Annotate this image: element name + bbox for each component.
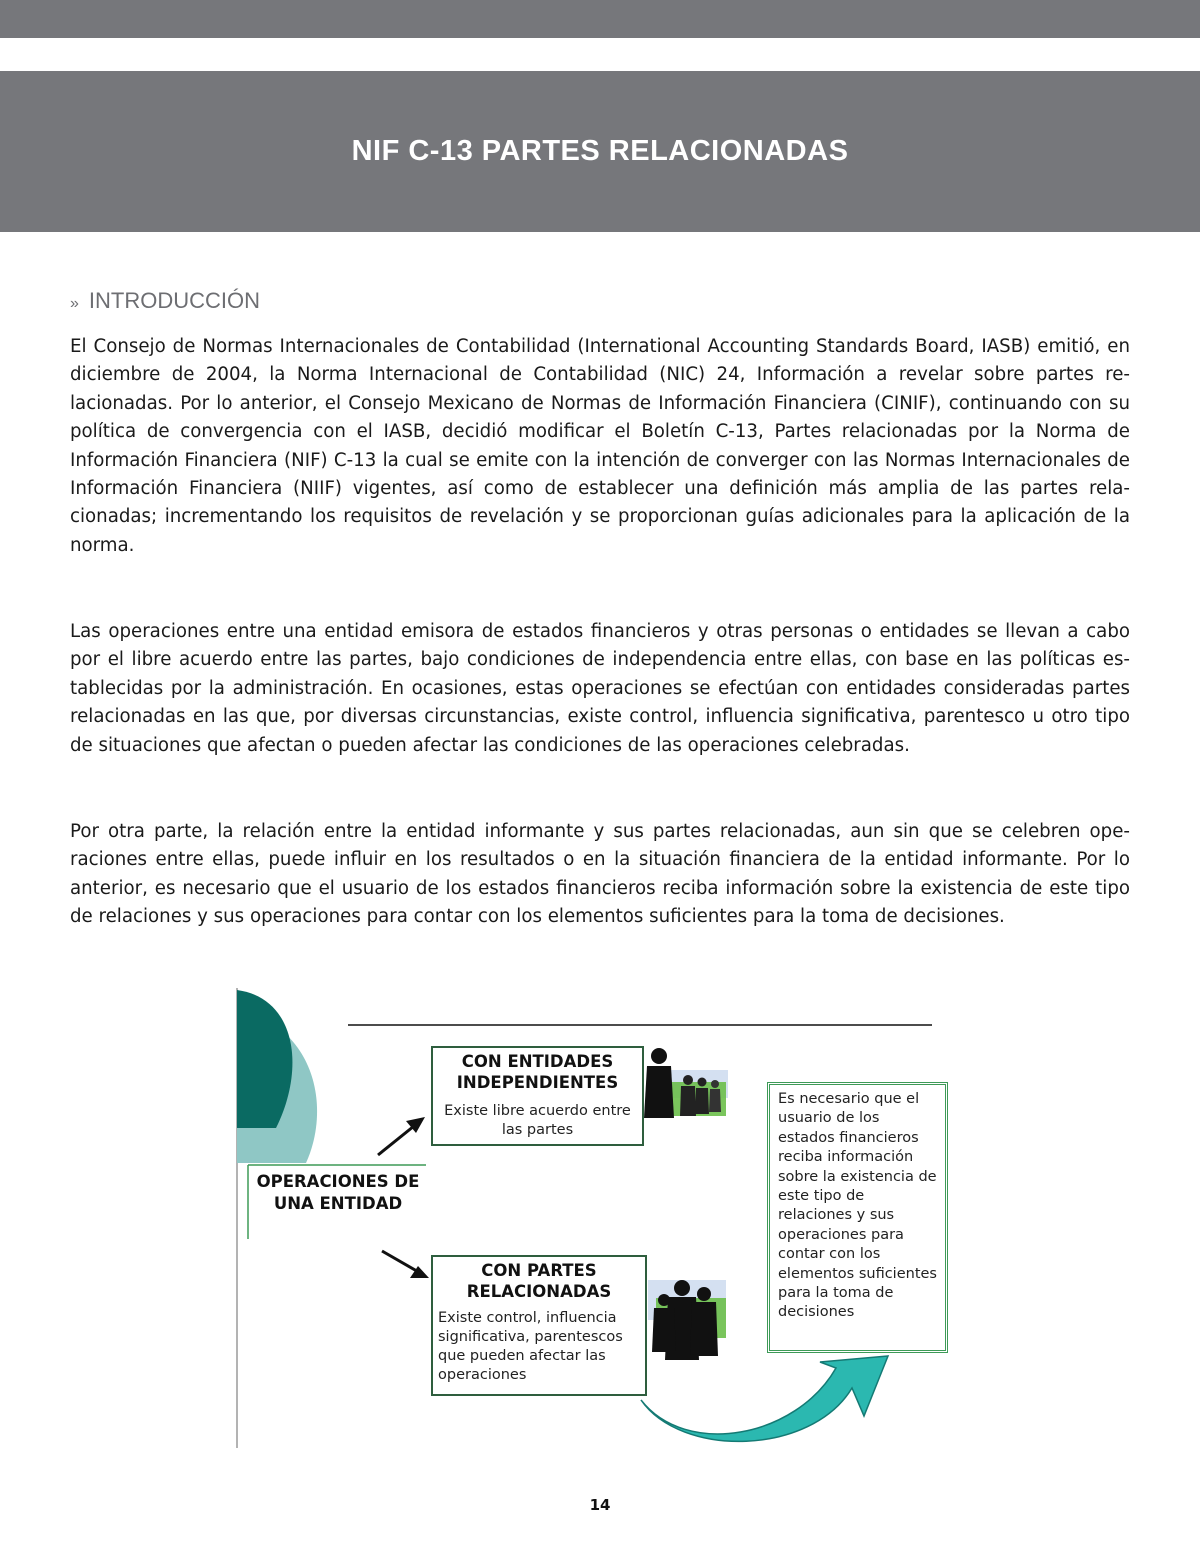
independent-entities-box bbox=[431, 1046, 644, 1146]
business-group-icon bbox=[648, 1280, 726, 1360]
information-note-text: Es necesario que el usuario de los estados financieros reciba información sobre la existencia de este tipo de relaciones y sus operaciones para contar con los elementos suficientes para la toma de decisiones bbox=[778, 1091, 937, 1321]
teal-dark-shape bbox=[237, 990, 292, 1128]
related-parties-text: Existe control, influencia significativa, parentescos que pueden afectar las operaciones bbox=[438, 1310, 623, 1383]
related-parties-diagram bbox=[236, 988, 952, 1450]
arrow-down-icon bbox=[382, 1251, 429, 1278]
paragraph-3: Por otra parte, la relación entre la entidad informante y sus partes relacionadas, aun sin que se celebren ope-raciones entre ellas, puede influir en los resultados o en la situación financiera de la entidad informante. Por lo anterior, es necesario que el usuario de los estados financieros reciba información sobre la existencia de este tipo de relaciones y sus operaciones para contar con los elementos suficientes para la toma de decisiones. bbox=[70, 821, 1130, 928]
independent-entities-title: CON ENTIDADES INDEPENDIENTES bbox=[456, 1052, 619, 1092]
independent-entities-text: Existe libre acuerdo entre las partes bbox=[444, 1103, 631, 1138]
top-strip bbox=[0, 0, 1200, 38]
curved-arrow-icon bbox=[641, 1356, 888, 1441]
header-banner bbox=[0, 71, 1200, 232]
related-parties-box bbox=[431, 1255, 647, 1396]
section-heading bbox=[70, 288, 260, 314]
business-people-icon bbox=[644, 1048, 728, 1118]
related-parties-title: CON PARTES RELACIONADAS bbox=[466, 1261, 612, 1301]
arrow-up-icon bbox=[378, 1117, 425, 1155]
information-note-box bbox=[767, 1082, 948, 1353]
section-heading-text: INTRODUCCIÓN bbox=[88, 288, 261, 313]
page-title: NIF C-13 PARTES RELACIONADAS bbox=[351, 135, 849, 167]
page-number: 14 bbox=[589, 1496, 611, 1514]
paragraph-1: El Consejo de Normas Internacionales de Contabilidad (International Accounting Standards Board, IASB) emitió, en diciembre de 2004, la Norma Internacional de Contabilidad (NIC) 24, Información a revelar sobre partes re-lacionadas. Por lo anterior, el Consejo Mexicano de Normas de Información Financiera (CINIF), continuando con su política de convergencia con el IASB, decidió modificar el Boletín C-13, Partes relacionadas por la Norma de Información Financiera (NIF) C-13 la cual se emite con la intención de converger con las Normas Internacionales de Información Financiera (NIIF) vigentes, así como de establecer una definición más amplia de las partes rela-cionadas; incrementando los requisitos de revelación y se proporcionan guías adicionales para la aplicación de la norma. bbox=[70, 336, 1130, 556]
section-marker-icon: » bbox=[70, 295, 79, 312]
entity-operations-box: OPERACIONES DE UNA ENTIDAD bbox=[256, 1172, 420, 1213]
paragraph-2: Las operaciones entre una entidad emisora de estados financieros y otras personas o entidades se llevan a cabo por el libre acuerdo entre las partes, bajo condiciones de independencia entre ellas, con base en las políticas es-tablecidas por la administración. En ocasiones, estas operaciones se efectúan con entidades consideradas partes relacionadas en las que, por diversas circunstancias, existe control, influencia significativa, parentesco u otro tipo de situaciones que afectan o pueden afectar las condiciones de las operaciones celebradas. bbox=[70, 621, 1130, 756]
